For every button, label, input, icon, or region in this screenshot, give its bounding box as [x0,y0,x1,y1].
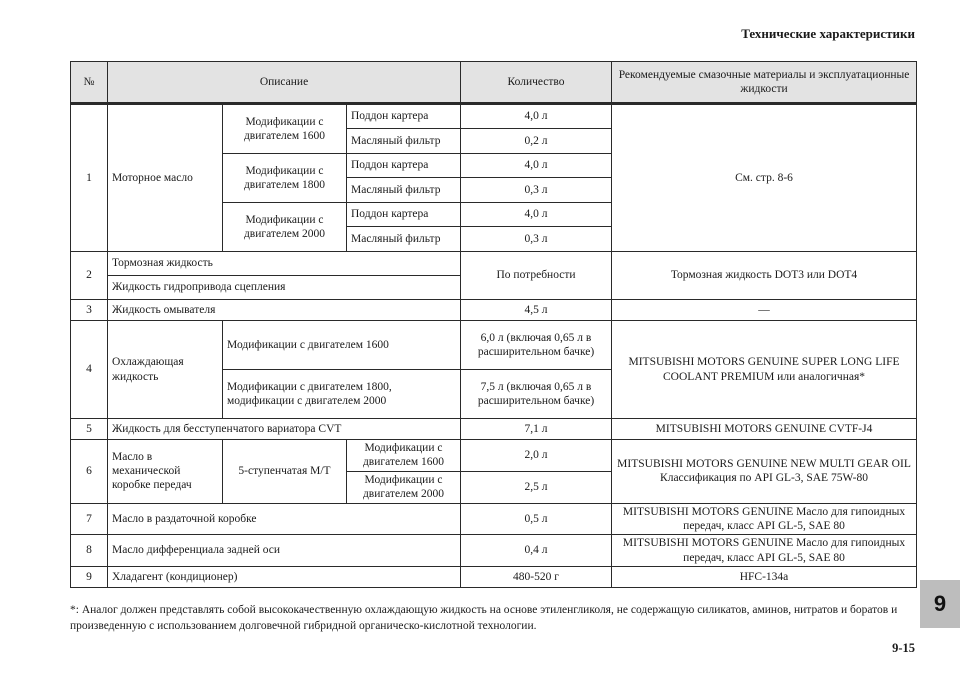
sub-component: Масляный фильтр [347,227,461,252]
row-number: 8 [71,535,108,567]
engine-modification: Модификации с двигателем 1800, модификации с двигателем 2000 [223,370,461,419]
row-description: Жидкость омывателя [108,300,461,321]
quantity-cell: 4,5 л [461,300,612,321]
recommended-fluid: MITSUBISHI MOTORS GENUINE Масло для гипоидных передач, класс API GL-5, SAE 80 [612,503,917,535]
quantity-cell: По потребности [461,252,612,300]
row-description: Масло дифференциала задней оси [108,535,461,567]
recommended-fluid: MITSUBISHI MOTORS GENUINE NEW MULTI GEAR OIL Классификация по API GL-3, SAE 75W-80 [612,440,917,504]
quantity-cell: 7,5 л (включая 0,65 л в расширительном бачке) [461,370,612,419]
header-quantity: Количество [461,62,612,104]
row-number: 5 [71,419,108,440]
engine-modification: Модификации с двигателем 1600 [223,104,347,154]
row-description: Жидкость для бесступенчатого вариатора CVT [108,419,461,440]
header-description: Описание [108,62,461,104]
row-number: 2 [71,252,108,300]
row-description: Масло в раздаточной коробке [108,503,461,535]
engine-modification: Модификации с двигателем 1600 [223,321,461,370]
row-number: 7 [71,503,108,535]
engine-modification: Модификации с двигателем 2000 [223,203,347,252]
row-description: Хладагент (кондиционер) [108,567,461,588]
recommended-fluid: HFC-134a [612,567,917,588]
row-number: 1 [71,104,108,252]
quantity-cell: 0,4 л [461,535,612,567]
sub-component: Поддон картера [347,104,461,129]
sub-component: Поддон картера [347,203,461,227]
table-row [71,503,917,535]
quantity-cell: 4,0 л [461,203,612,227]
sub-component: Масляный фильтр [347,129,461,154]
table-row [71,535,917,567]
engine-modification: Модификации с двигателем 1800 [223,154,347,203]
header-recommended: Рекомендуемые смазочные материалы и эксплуатационные жидкости [612,62,917,104]
table-row [71,300,917,321]
header-no: № [71,62,108,104]
page-number: 9-15 [892,641,915,655]
recommended-fluid: См. стр. 8-6 [612,104,917,252]
recommended-fluid: MITSUBISHI MOTORS GENUINE CVTF-J4 [612,419,917,440]
sub-component: Масляный фильтр [347,178,461,203]
table-row [71,321,917,370]
row-number: 6 [71,440,108,504]
recommended-fluid: Тормозная жидкость DOT3 или DOT4 [612,252,917,300]
quantity-cell: 4,0 л [461,154,612,178]
row-description: Охлаждающая жидкость [108,321,223,419]
quantity-cell: 7,1 л [461,419,612,440]
table-row [71,104,917,129]
row-description: Масло в механической коробке передач [108,440,223,504]
engine-modification: Модификации с двигателем 1600 [347,440,461,472]
recommended-fluid: MITSUBISHI MOTORS GENUINE SUPER LONG LIFE COOLANT PREMIUM или аналогичная* [612,321,917,419]
quantity-cell: 0,2 л [461,129,612,154]
row-description: Моторное масло [108,104,223,252]
quantity-cell: 4,0 л [461,104,612,129]
quantity-cell: 0,5 л [461,503,612,535]
quantity-cell: 0,3 л [461,178,612,203]
quantity-cell: 0,3 л [461,227,612,252]
recommended-fluid: MITSUBISHI MOTORS GENUINE Масло для гипоидных передач, класс API GL-5, SAE 80 [612,535,917,567]
quantity-cell: 6,0 л (включая 0,65 л в расширительном бачке) [461,321,612,370]
quantity-cell: 2,0 л [461,440,612,472]
row-description: Жидкость гидропривода сцепления [108,276,461,300]
fluids-spec-table [70,61,917,588]
table-row [71,567,917,588]
row-number: 4 [71,321,108,419]
quantity-cell: 2,5 л [461,471,612,503]
transmission-type: 5-ступенчатая М/Т [223,440,347,504]
table-row [71,252,917,276]
table-header-row [71,62,917,104]
row-number: 3 [71,300,108,321]
quantity-cell: 480-520 г [461,567,612,588]
table-row [71,419,917,440]
recommended-fluid: — [612,300,917,321]
page-header-title: Технические характеристики [741,26,915,41]
coolant-footnote: *: Аналог должен представлять собой высококачественную охлаждающую жидкость на основе этиленгликоля, не содержащую силикатов, аминов, нитратов и боратов и произведенную с использованием долговечной гибридной органическо-кислотной технологии. [70,604,898,632]
row-description: Тормозная жидкость [108,252,461,276]
sub-component: Поддон картера [347,154,461,178]
table-row [71,440,917,472]
engine-modification: Модификации с двигателем 2000 [347,471,461,503]
row-number: 9 [71,567,108,588]
chapter-tab: 9 [920,580,960,628]
